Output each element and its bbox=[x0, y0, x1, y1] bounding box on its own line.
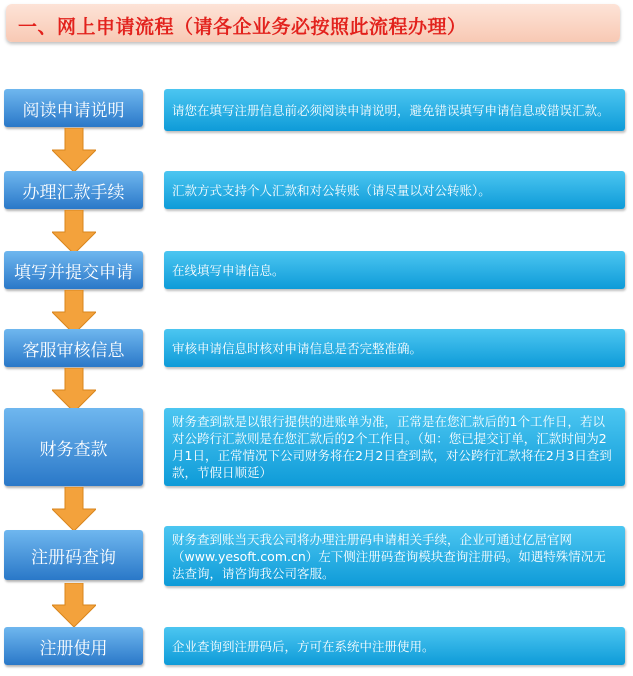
step-desc-finance-check: 财务查到款是以银行提供的进账单为准，正常是在您汇款后的1个工作日，若以对公跨行汇款则是在您汇款后的2个工作日。（如：您已提交订单，汇款时间为2月1日，正常情况下公司财务将在2月2日查到款，对公跨行汇款将在2月3日查到款，节假日顺延） bbox=[164, 408, 625, 486]
down-arrow-icon bbox=[52, 210, 96, 254]
step-label: 注册码查询 bbox=[31, 547, 116, 568]
step-finance-check bbox=[4, 408, 143, 486]
step-desc-read-instructions: 请您在填写注册信息前必须阅读申请说明，避免错误填写申请信息或错误汇款。 bbox=[164, 89, 625, 131]
step-label: 办理汇款手续 bbox=[22, 182, 125, 203]
step-label: 注册使用 bbox=[39, 638, 108, 659]
section-header bbox=[6, 4, 620, 42]
step-label: 财务查款 bbox=[39, 439, 108, 460]
step-submit-application bbox=[4, 251, 143, 289]
step-label: 客服审核信息 bbox=[22, 340, 125, 361]
section-title: 一、网上申请流程（请各企业务必按照此流程办理） bbox=[18, 16, 467, 38]
step-read-instructions bbox=[4, 89, 143, 127]
step-desc-register-use: 企业查询到注册码后，方可在系统中注册使用。 bbox=[164, 627, 625, 665]
step-desc-submit-application: 在线填写申请信息。 bbox=[164, 251, 625, 289]
step-registration-code-query bbox=[4, 530, 143, 580]
step-register-use bbox=[4, 627, 143, 665]
step-review-info bbox=[4, 329, 143, 367]
step-desc-registration-code-query: 财务查到账当天我公司将办理注册码申请相关手续，企业可通过亿居官网（www.yesoft.com.cn）左下侧注册码查询模块查询注册码。如遇特殊情况无法查询，请咨询我公司客服。 bbox=[164, 526, 625, 586]
step-desc-remittance: 汇款方式支持个人汇款和对公转账（请尽量以对公转账）。 bbox=[164, 171, 625, 209]
step-remittance bbox=[4, 171, 143, 209]
step-label: 填写并提交申请 bbox=[14, 262, 133, 283]
down-arrow-icon bbox=[52, 583, 96, 627]
down-arrow-icon bbox=[52, 290, 96, 334]
down-arrow-icon bbox=[52, 368, 96, 412]
step-desc-review-info: 审核申请信息时核对申请信息是否完整准确。 bbox=[164, 329, 625, 367]
down-arrow-icon bbox=[52, 128, 96, 172]
step-label: 阅读申请说明 bbox=[22, 100, 125, 121]
down-arrow-icon bbox=[52, 487, 96, 531]
